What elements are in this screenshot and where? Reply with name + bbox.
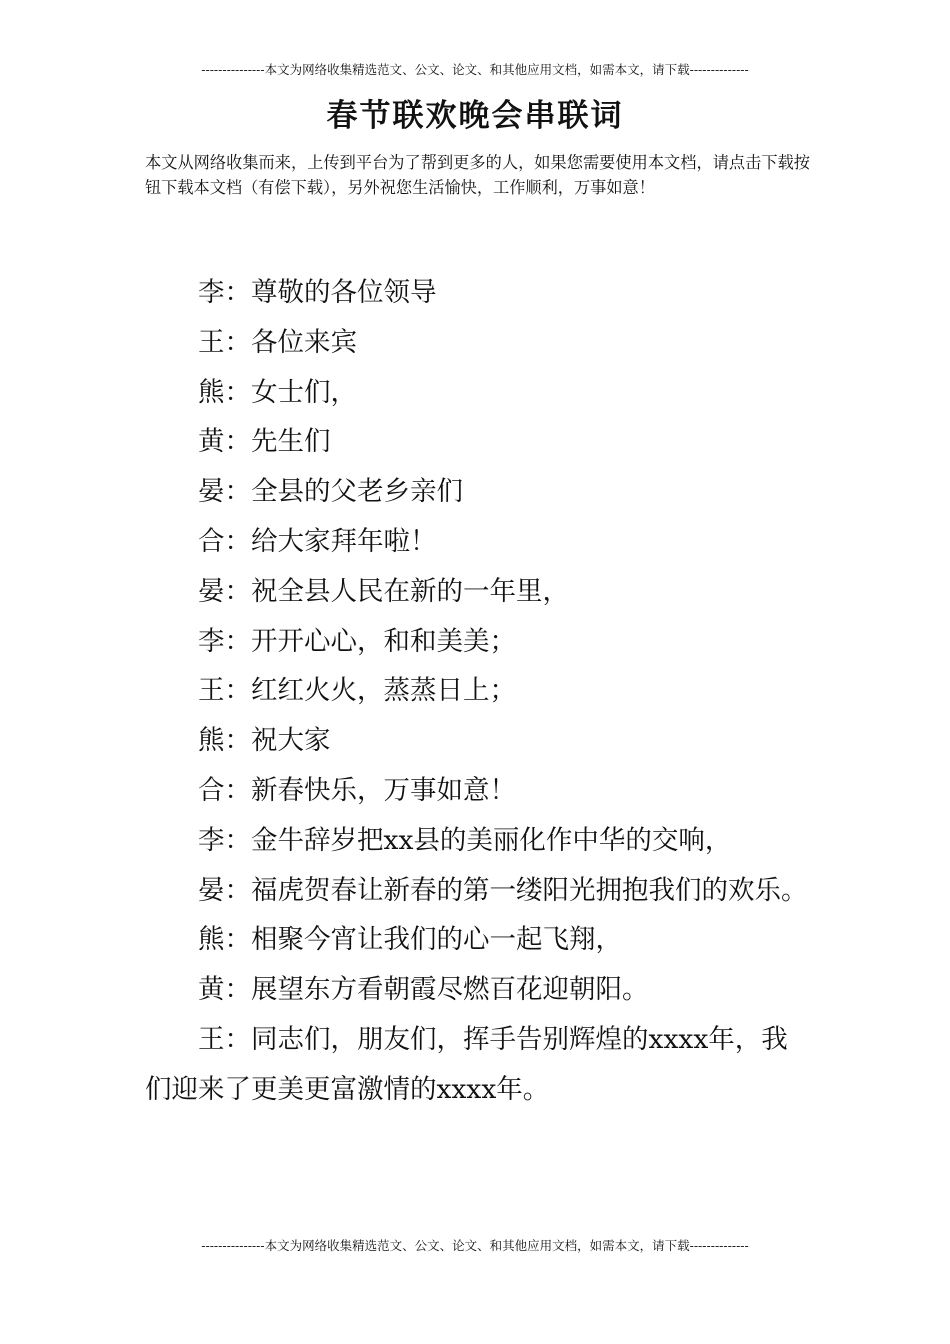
script-line: 晏：全县的父老乡亲们: [198, 476, 463, 508]
script-line: 李：尊敬的各位领导: [198, 277, 437, 308]
script-line: 晏：祝全县人民在新的一年里，: [198, 575, 569, 607]
intro-paragraph: 本文从网络收集而来，上传到平台为了帮到更多的人，如果您需要使用本文档，请点击下载按钮下载本文档（有偿下载），另外祝您生活愉快，工作顺利，万事如意！: [145, 153, 810, 197]
footer-banner: ---------------本文为网络收集精选范文、公文、论文、和其他应用文档，如需本文，请下载--------------: [201, 1238, 749, 1253]
script-line: 熊：祝大家: [198, 725, 331, 757]
script-line: 王：各位来宾: [198, 326, 357, 358]
script-line: 晏：福虎贺春让新春的第一缕阳光拥抱我们的欢乐。: [198, 874, 808, 906]
script-line: 合：新春快乐，万事如意！: [198, 774, 516, 806]
header-banner: ---------------本文为网络收集精选范文、公文、论文、和其他应用文档，如需本文，请下载--------------: [201, 62, 749, 77]
script-line: 李：金牛辞岁把xx县的美丽化作中华的交响，: [198, 824, 732, 856]
script-line: 黄：先生们: [198, 426, 331, 458]
document-body: [145, 268, 810, 1115]
script-line: 王：同志们，朋友们，挥手告别辉煌的xxxx年，我们迎来了更美更富激情的xxxx年。: [145, 1023, 788, 1105]
script-line: 王：红红火火，蒸蒸日上；: [198, 675, 516, 707]
script-line: 李：开开心心，和和美美；: [198, 625, 516, 657]
script-line: 合：给大家拜年啦！: [198, 525, 437, 557]
script-line: 熊：相聚今宵让我们的心一起飞翔，: [198, 924, 622, 956]
script-line: 黄：展望东方看朝霞尽燃百花迎朝阳。: [198, 974, 649, 1006]
script-line: 熊：女士们，: [198, 376, 357, 408]
document-title: 春节联欢晚会串联词: [326, 98, 624, 134]
